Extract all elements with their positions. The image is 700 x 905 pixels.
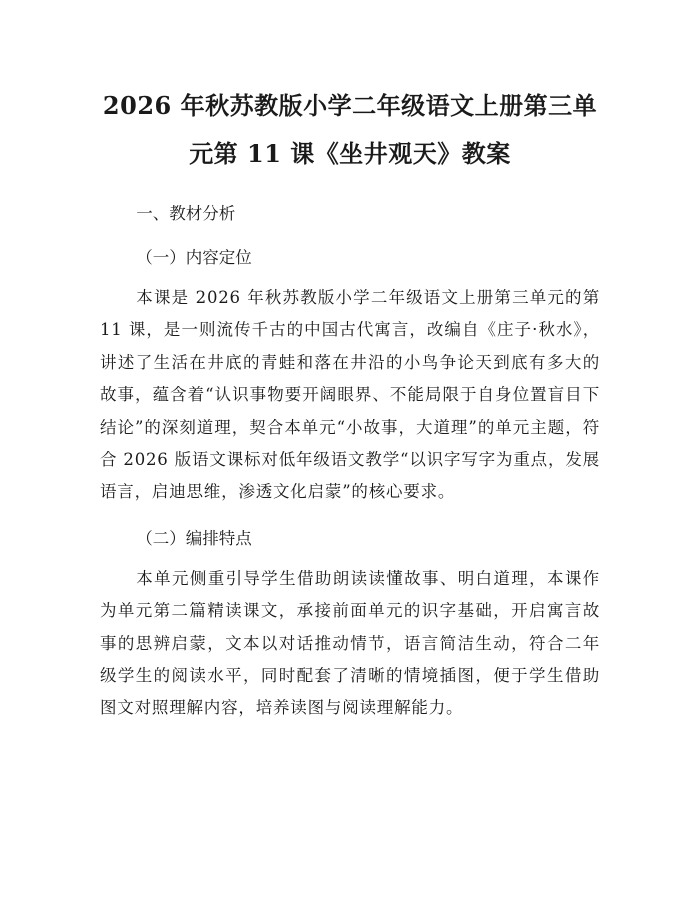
- document-body: [100, 194, 600, 725]
- title-line-1: 2026 年秋苏教版小学二年级语文上册第三单: [102, 91, 598, 120]
- title-line-2: 元第 11 课《坐井观天》教案: [189, 139, 511, 168]
- subsection-heading-content-positioning: （一）内容定位: [136, 248, 252, 267]
- document-title: [100, 82, 600, 178]
- paragraph-content-positioning: 本课是 2026 年秋苏教版小学二年级语文上册第三单元的第 11 课，是一则流传千古的中国古代寓言，改编自《庄子·秋水》，讲述了生活在井底的青蛙和落在井沿的小鸟争论天到底有多大的故事，蕴含着“认识事物要开阔眼界、不能局限于自身位置盲目下结论”的深刻道理，契合本单元“小故事，大道理”的单元主题，符合 2026 版语文课标对低年级语文教学“以识字写字为重点，发展语言，启迪思维，渗透文化启蒙”的核心要求。: [100, 288, 600, 502]
- paragraph-arrangement-features: 本单元侧重引导学生借助朗读读懂故事、明白道理，本课作为单元第二篇精读课文，承接前面单元的识字基础，开启寓言故事的思辨启蒙，文本以对话推动情节，语言简洁生动，符合二年级学生的阅读水平，同时配套了清晰的情境插图，便于学生借助图文对照理解内容，培养读图与阅读理解能力。: [100, 568, 600, 718]
- subsection-heading-arrangement-features: （二）编排特点: [136, 528, 252, 548]
- section-heading-textbook-analysis: 一、教材分析: [136, 204, 236, 223]
